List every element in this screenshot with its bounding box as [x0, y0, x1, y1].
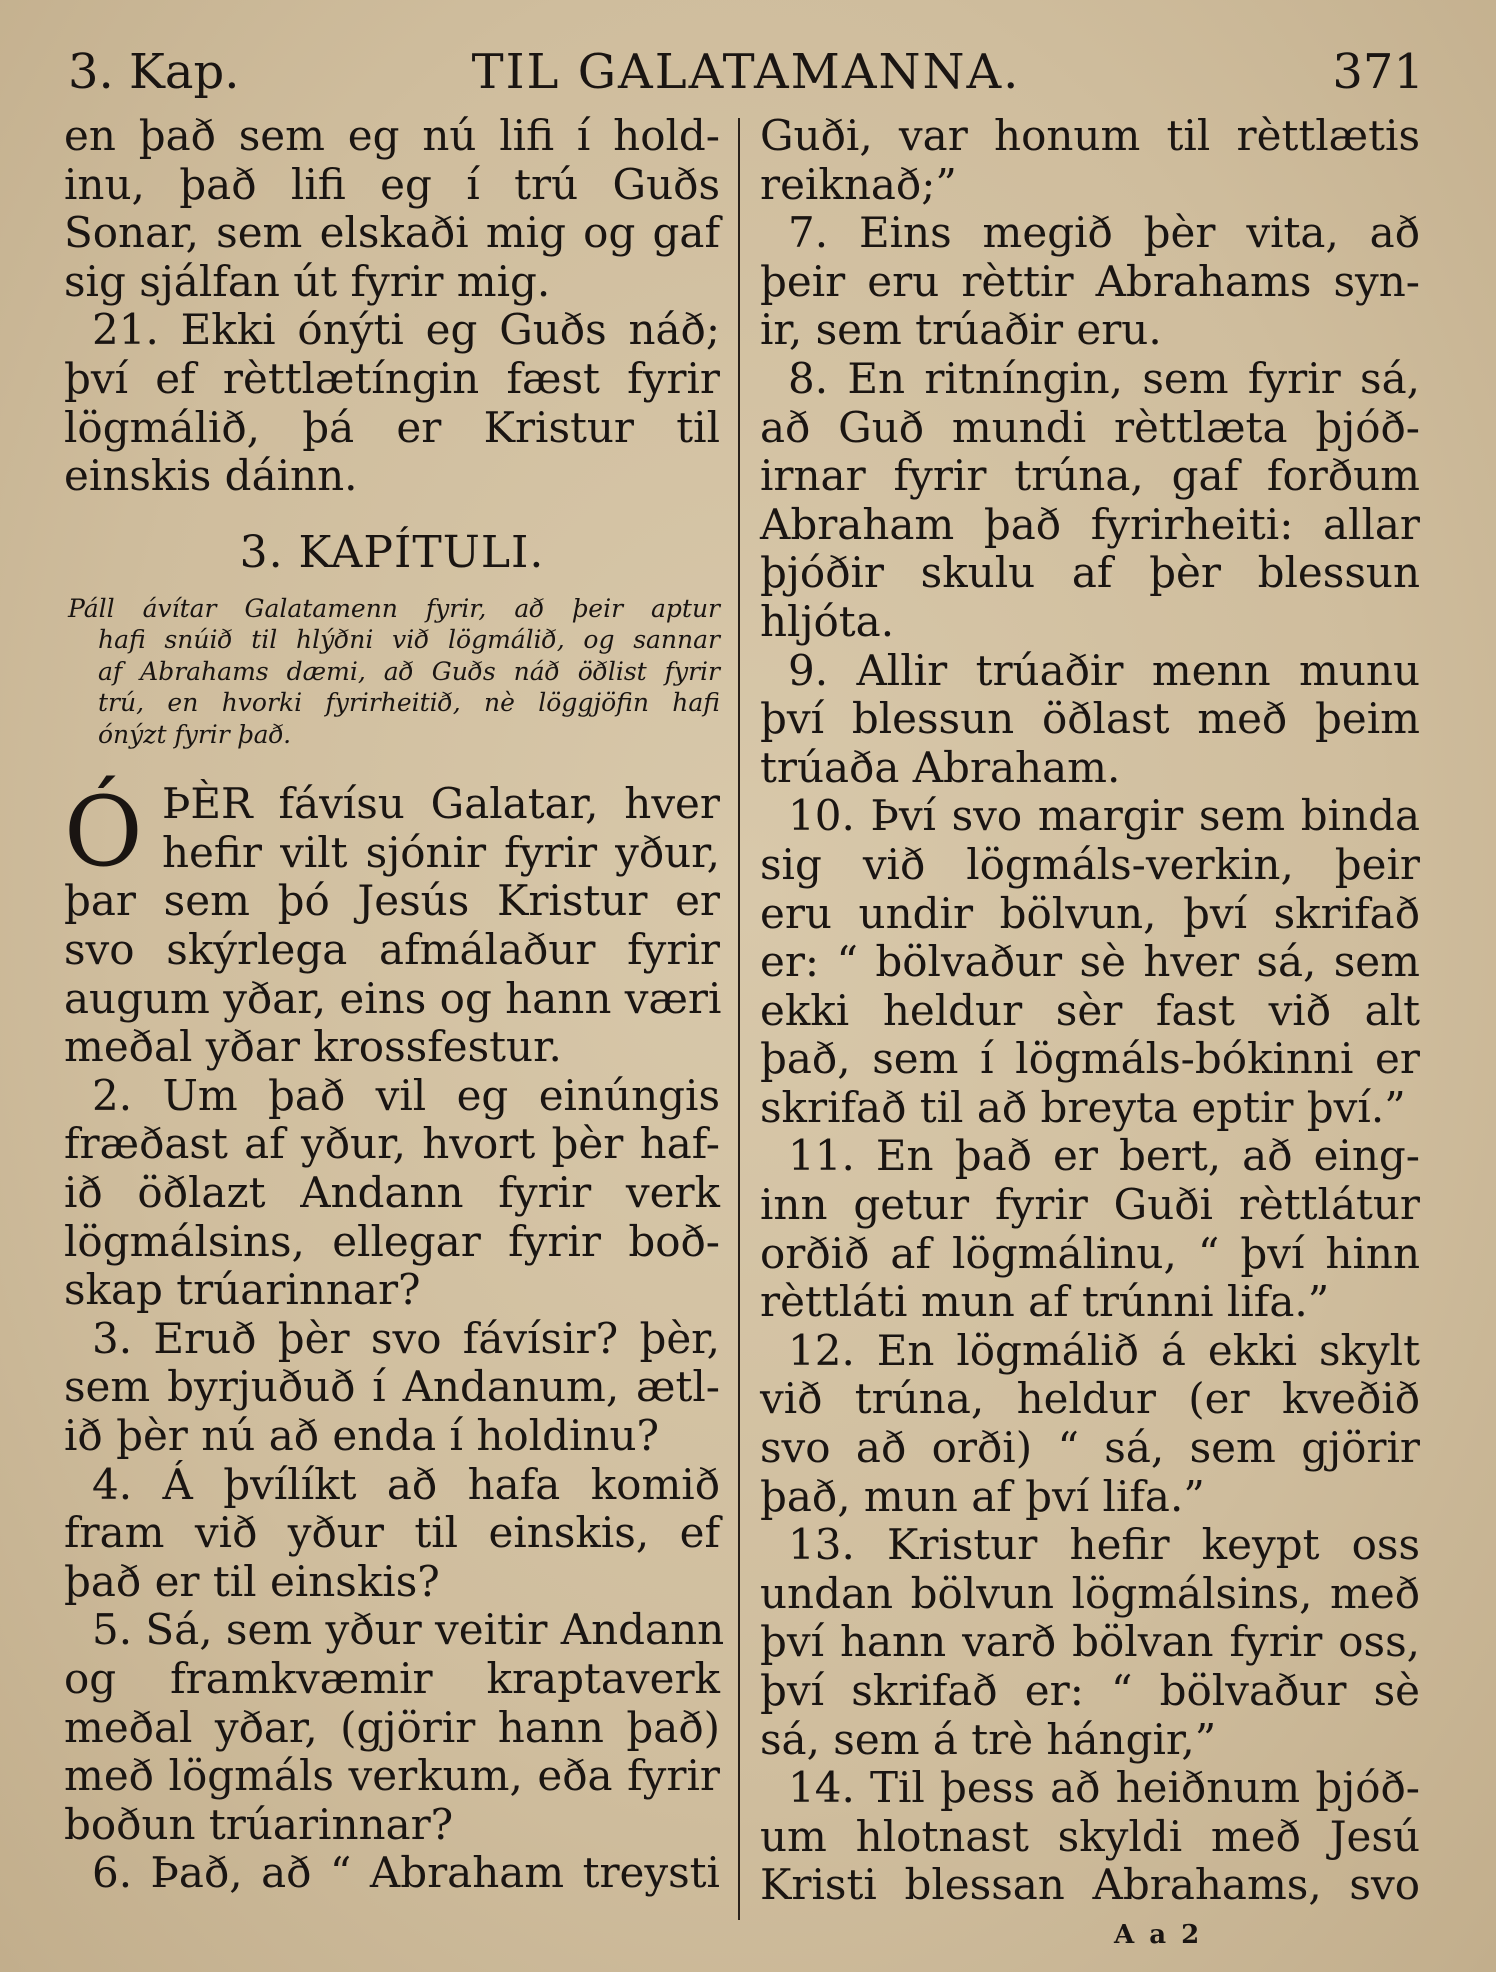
text-line: að Guð mundi rèttlæta þjóð-: [760, 402, 1420, 452]
text-line: lögmálsins, ellegar fyrir boð-: [64, 1216, 720, 1266]
text-line: irnar fyrir trúna, gaf forðum: [760, 451, 1420, 501]
drop-cap-text-line: hefir vilt sjónir fyrir yður,: [162, 827, 720, 877]
text-line: sig sjálfan út fyrir mig.: [64, 256, 551, 306]
text-line: 12. En lögmálið á ekki skylt: [788, 1325, 1420, 1375]
column-divider: [738, 118, 740, 1920]
text-line: lögmálið, þá er Kristur til: [64, 402, 720, 452]
text-line: 4. Á þvílíkt að hafa komið: [92, 1459, 720, 1509]
text-line: 14. Til þess að heiðnum þjóð-: [788, 1763, 1420, 1813]
text-line: því hann varð bölvan fyrir oss,: [760, 1617, 1420, 1667]
page-number: 371: [1332, 44, 1424, 100]
signature-mark: A a 2: [1114, 1920, 1203, 1950]
text-line: inu, það lifi eg í trú Guðs: [64, 159, 720, 209]
text-line: 21. Ekki ónýti eg Guðs náð;: [92, 305, 720, 355]
text-line: ir, sem trúaðir eru.: [760, 305, 1162, 355]
summary-line: hafi snúið til hlýðni við lögmálið, og sannar: [98, 625, 720, 655]
text-line: um hlotnast skyldi með Jesú: [760, 1811, 1420, 1861]
chapter-heading: 3. KAPÍTULI.: [239, 526, 545, 578]
text-line: 2. Um það vil eg einúngis: [92, 1070, 720, 1120]
text-line: sem byrjuðuð í Andanum, ætl-: [64, 1362, 720, 1412]
text-line: 13. Kristur hefir keypt oss: [788, 1520, 1420, 1570]
text-line: svo skýrlega afmálaður fyrir: [64, 925, 720, 975]
chapter-summary: [64, 593, 720, 751]
summary-line: ónýzt fyrir það.: [98, 719, 292, 749]
left-bottom-text: [64, 876, 725, 1898]
drop-cap-paragraph: [64, 776, 720, 889]
text-line: 7. Eins megið þèr vita, að: [788, 208, 1420, 258]
text-line: rèttláti mun af trúnni lifa.”: [760, 1277, 1330, 1327]
text-line: Guði, var honum til rèttlætis: [760, 111, 1420, 160]
text-line: meðal yðar, (gjörir hann það): [64, 1702, 720, 1752]
page-title: TIL GALATAMANNA.: [471, 44, 1021, 100]
text-line: þar sem þó Jesús Kristur er: [64, 876, 720, 926]
text-line: reiknað;”: [760, 159, 957, 209]
text-line: svo að orði) “ sá, sem gjörir: [760, 1423, 1420, 1473]
text-line: hljóta.: [760, 596, 895, 646]
text-line: undan bölvun lögmálsins, með: [760, 1568, 1420, 1618]
text-line: því ef rèttlætíngin fæst fyrir: [64, 353, 720, 403]
text-line: 5. Sá, sem yður veitir Andann: [92, 1605, 725, 1655]
drop-cap-text-line: ÞÈR fávísu Galatar, hver: [162, 779, 720, 829]
text-line: það, sem í lögmáls-bókinni er: [760, 1034, 1420, 1084]
text-line: 3. Eruð þèr svo fávísir? þèr,: [92, 1313, 720, 1363]
left-column: [64, 111, 725, 1898]
text-line: trúaða Abraham.: [760, 742, 1121, 792]
chapter-label: 3. Kap.: [68, 44, 240, 100]
text-line: þjóðir skulu af þèr blessun: [760, 548, 1420, 598]
summary-line: af Abrahams dæmi, að Guðs náð öðlist fyrir: [98, 656, 720, 686]
text-line: þeir eru rèttir Abrahams syn-: [760, 256, 1420, 306]
text-line: fram við yður til einskis, ef: [64, 1508, 720, 1558]
text-line: skrifað til að breyta eptir því.”: [760, 1082, 1406, 1132]
text-line: það, mun af því lifa.”: [760, 1471, 1205, 1521]
text-line: og framkvæmir kraptaverk: [64, 1653, 720, 1703]
text-line: en það sem eg nú lifi í hold-: [64, 111, 720, 160]
text-line: Sonar, sem elskaði mig og gaf: [64, 208, 720, 258]
summary-line: Páll ávítar Galatamenn fyrir, að þeir aptur: [68, 593, 720, 623]
text-line: það er til einskis?: [64, 1556, 440, 1606]
text-line: sá, sem á trè hángir,”: [760, 1714, 1217, 1764]
text-line: við trúna, heldur (er kveðið: [760, 1374, 1420, 1424]
text-line: því blessun öðlast með þeim: [760, 694, 1420, 744]
text-line: 9. Allir trúaðir menn munu: [788, 645, 1420, 695]
text-line: ið öðlazt Andann fyrir verk: [64, 1168, 720, 1217]
text-line: Kristi blessan Abrahams, svo: [760, 1860, 1420, 1910]
text-line: með lögmáls verkum, eða fyrir: [64, 1751, 720, 1801]
running-header: [68, 42, 1424, 102]
text-line: boðun trúarinnar?: [64, 1799, 454, 1849]
summary-line: trú, en hvorki fyrirheitið, nè löggjöfin hafi: [98, 688, 720, 718]
text-line: einskis dáinn.: [64, 451, 358, 501]
text-line: augum yðar, eins og hann væri: [64, 973, 722, 1023]
right-column-text: [760, 112, 1420, 1910]
text-line: 11. En það er bert, að eing-: [788, 1131, 1420, 1181]
left-top-text: [64, 112, 720, 501]
text-line: ekki heldur sèr fast við alt: [760, 985, 1420, 1035]
text-line: meðal yðar krossfestur.: [64, 1022, 562, 1072]
drop-cap-lines: [64, 780, 720, 877]
text-line: 10. Því svo margir sem binda: [788, 791, 1420, 841]
text-line: eru undir bölvun, því skrifað: [760, 888, 1420, 938]
text-line: ið þèr nú að enda í holdinu?: [64, 1410, 660, 1460]
text-line: 8. En ritníngin, sem fyrir sá,: [788, 353, 1420, 403]
text-line: sig við lögmáls-verkin, þeir: [760, 839, 1420, 889]
drop-cap: Ó: [64, 776, 143, 889]
text-line: því skrifað er: “ bölvaður sè: [760, 1666, 1420, 1715]
right-column: [760, 112, 1420, 1910]
text-line: orðið af lögmálinu, “ því hinn: [760, 1228, 1420, 1278]
text-line: fræðast af yður, hvort þèr haf-: [64, 1119, 720, 1169]
text-line: inn getur fyrir Guði rèttlátur: [760, 1180, 1420, 1230]
text-line: Abraham það fyrirheiti: allar: [760, 499, 1420, 549]
text-line: er: “ bölvaður sè hver sá, sem: [760, 937, 1420, 987]
text-line: skap trúarinnar?: [64, 1265, 421, 1315]
text-line: 6. Það, að “ Abraham treysti: [92, 1848, 720, 1898]
